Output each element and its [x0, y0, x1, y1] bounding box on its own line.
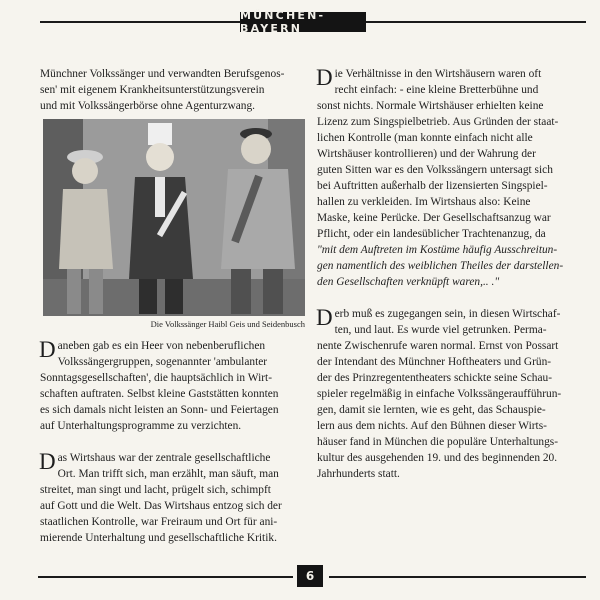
quote-line: den Gesellschaften verknüpft waren,.. ." — [317, 276, 500, 288]
text-line: und mit Volkssängerbörse ohne Agenturzwang. — [40, 100, 256, 112]
drop-cap: D — [39, 337, 56, 362]
header-rule-left — [40, 21, 240, 23]
text-line: der Intendant des Münchner Hoftheaters und Grün- — [317, 356, 552, 368]
text-line: Volkssängergruppen, sogenannter 'ambulanter — [57, 356, 268, 368]
right-column — [317, 66, 585, 482]
text-line: as Wirtshaus war der zentrale gesellschaftliche — [57, 452, 271, 464]
text-line: bei Auftritten außerhalb der lizensierten Singspiel- — [317, 180, 548, 192]
paragraph — [40, 450, 302, 546]
text-line: ie Verhältnisse in den Wirtshäusern waren oft — [334, 68, 542, 80]
text-line: ten, und laut. Es wurde viel getrunken. Perma- — [334, 324, 547, 336]
text-line: Münchner Volkssänger und verwandten Berufsgenos- — [40, 68, 285, 80]
quote-line: gen namentlich des weiblichen Theiles der darstellen- — [317, 260, 564, 272]
section-header — [240, 9, 366, 35]
text-line: gen, damit sie lernten, wie es geht, das Schauspie- — [317, 404, 546, 416]
text-line: aneben gab es ein Heer von nebenberuflichen — [57, 340, 266, 352]
photo-caption: Die Volkssänger Haibl Geis und Seidenbusch — [150, 319, 305, 329]
text-line: häuser fand in München die populäre Unterhaltungs- — [317, 436, 559, 448]
text-line: nente Zwischenrufe waren normal. Ernst von Possart — [317, 340, 559, 352]
text-line: Jahrhunderts statt. — [317, 468, 400, 480]
text-line: Wirtshäuser kontrollieren) und der Wahrung der — [317, 148, 536, 160]
page-number — [297, 565, 323, 587]
text-line: auf Unterhaltungsprogramme zu verzichten. — [40, 420, 242, 432]
drop-cap: D — [316, 65, 333, 90]
paragraph — [317, 306, 585, 482]
text-line: erb muß es zugegangen sein, in diesen Wirtschaf- — [334, 308, 561, 320]
photo-illustration — [43, 119, 305, 316]
text-line: streitet, man singt und lacht, prügelt sich, schimpft — [40, 484, 271, 496]
text-line: sonst nichts. Normale Wirtshäuser erhielten keine — [317, 100, 544, 112]
text-line: recht einfach: - eine kleine Bretterbühne und — [334, 84, 539, 96]
left-column — [40, 66, 302, 114]
text-line: spieler regelmäßig in einfache Volkssängeraufführun- — [317, 388, 562, 400]
header-rule-right — [366, 21, 586, 23]
section-header-title: MÜNCHEN-BAYERN — [240, 9, 326, 35]
text-line: Sonntagsgesellschaften', die hauptsächlich in Wirt- — [40, 372, 272, 384]
drop-cap: D — [316, 305, 333, 330]
text-line: Pflicht, oder ein landesüblicher Trachtenanzug, da — [317, 228, 546, 240]
text-line: Ort. Man trifft sich, man erzählt, man säuft, man — [57, 468, 279, 480]
page-number-text: 6 — [305, 569, 315, 583]
drop-cap: D — [39, 449, 56, 474]
text-line: Lizenz zum Singspielbetrieb. Aus Gründen der staat- — [317, 116, 559, 128]
text-line: lichen Kontrolle (man konnte einfach nicht alle — [317, 132, 533, 144]
paragraph — [317, 66, 585, 290]
text-line: auf Gott und die Welt. Das Wirtshaus entzog sich der — [40, 500, 282, 512]
text-line: kultur des ausgehenden 19. und des beginnenden 20. — [317, 452, 558, 464]
text-line: Maske, keine Perücke. Der Gesellschaftsanzug war — [317, 212, 551, 224]
footer-rule-left — [38, 576, 293, 578]
text-line: hallen zu verkleiden. Im Wirtshaus also: Keine — [317, 196, 531, 208]
text-line: es sich damals nicht leisten an Sonn- und Feiertagen — [40, 404, 279, 416]
paragraph — [40, 338, 302, 434]
text-line: lern aus dem nichts. Auf den Bühnen dieser Wirts- — [317, 420, 547, 432]
intro-paragraph — [40, 66, 302, 114]
text-line: der des Prinzregententheaters schickte seine Schau- — [317, 372, 552, 384]
text-line: guten Sitten war es den Volkssängern untersagt sich — [317, 164, 553, 176]
volkssaenger-photo — [43, 119, 305, 316]
text-line: sen' mit eigenem Krankheitsunterstützungsverein — [40, 84, 265, 96]
quote-line: "mit dem Auftreten im Kostüme häufig Ausschreitun- — [317, 244, 558, 256]
text-line: staatlichen Kontrolle, war Freiraum und Ort für ani- — [40, 516, 278, 528]
footer-rule-right — [329, 576, 586, 578]
text-line: mierende Unterhaltung und gesellschaftliche Kritik. — [40, 532, 277, 544]
left-column-lower — [40, 338, 302, 546]
text-line: schaften auftraten. Selbst kleine Gaststätten konnten — [40, 388, 279, 400]
